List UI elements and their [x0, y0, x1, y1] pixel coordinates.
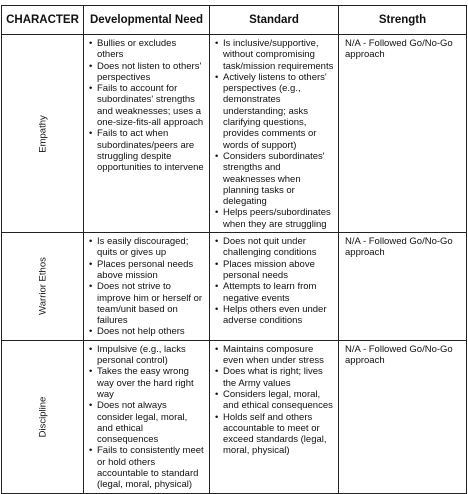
attribute-cell	[2, 233, 84, 341]
bullet-list	[210, 35, 338, 232]
list-item: • Does not always consider legal, moral, and ethical consequences	[88, 400, 205, 445]
header-developmental-need: Developmental Need	[84, 6, 210, 35]
standard-cell	[210, 35, 339, 233]
bullet-list	[84, 35, 209, 176]
header-standard: Standard	[210, 6, 339, 35]
attribute-label: Discipline	[37, 396, 48, 437]
list-item: • Places personal needs above mission	[88, 259, 205, 282]
developmental-need-cell	[84, 340, 210, 493]
table-row	[2, 340, 467, 493]
standard-cell	[210, 340, 339, 493]
list-item: • Fails to act when subordinates/peers are struggling despite opportunities to intervene	[88, 128, 205, 173]
list-item: • Is inclusive/supportive, without compromising task/mission requirements	[214, 38, 334, 72]
header-row	[2, 6, 467, 35]
strength-text: N/A - Followed Go/No-Go approach	[345, 343, 453, 367]
strength-cell	[339, 35, 467, 233]
bullet-list	[84, 341, 209, 493]
list-item: • Impulsive (e.g., lacks personal control)	[88, 344, 205, 367]
strength-text: N/A - Followed Go/No-Go approach	[345, 38, 453, 61]
list-item: • Does not listen to others' perspectives	[88, 61, 205, 84]
bullet-list	[84, 233, 209, 340]
list-item: • Holds self and others accountable to meet or exceed standards (legal, moral, physical)	[214, 412, 334, 457]
list-item: • Does what is right; lives the Army values	[214, 366, 334, 389]
attribute-cell	[2, 35, 84, 233]
attribute-cell	[2, 340, 84, 493]
strength-cell	[339, 340, 467, 493]
attribute-label: Warrior Ethos	[37, 257, 48, 316]
list-item: • Places mission above personal needs	[214, 259, 334, 282]
header-strength: Strength	[339, 6, 467, 35]
list-item: • Helps others even under adverse conditions	[214, 304, 334, 327]
strength-text: N/A - Followed Go/No-Go approach	[345, 236, 453, 259]
developmental-need-cell	[84, 233, 210, 341]
header-character: CHARACTER	[2, 6, 84, 35]
developmental-need-cell	[84, 35, 210, 233]
list-item: • Bullies or excludes others	[88, 38, 205, 61]
standard-cell	[210, 233, 339, 341]
list-item: • Considers legal, moral, and ethical consequences	[214, 389, 334, 412]
bullet-list	[210, 341, 338, 459]
strength-cell	[339, 233, 467, 341]
attribute-label: Empathy	[37, 114, 48, 153]
list-item: • Does not quit under challenging conditions	[214, 236, 334, 259]
list-item: • Helps peers/subordinates when they are struggling	[214, 207, 334, 230]
list-item: • Does not help others	[88, 326, 205, 337]
list-item: • Fails to consistently meet or hold others accountable to standard (legal, moral, physical)	[88, 445, 205, 490]
list-item: • Does not strive to improve him or herself or team/unit based on failures	[88, 281, 205, 326]
list-item: • Fails to account for subordinates' strengths and weaknesses; uses a one-size-fits-all approach	[88, 83, 205, 128]
bullet-list	[210, 233, 338, 328]
list-item: • Maintains composure even when under stress	[214, 344, 334, 367]
table-row	[2, 35, 467, 233]
list-item: • Actively listens to others' perspectives (e.g., demonstrates understanding; asks clarifying questions, provides comments or words of support)	[214, 72, 334, 151]
list-item: • Attempts to learn from negative events	[214, 281, 334, 304]
list-item: • Is easily discouraged; quits or gives up	[88, 236, 205, 259]
list-item: • Takes the easy wrong way over the hard right way	[88, 366, 205, 400]
list-item: • Considers subordinates' strengths and weaknesses when planning tasks or delegating	[214, 151, 334, 207]
character-rubric-table	[1, 5, 467, 494]
table-row	[2, 233, 467, 341]
